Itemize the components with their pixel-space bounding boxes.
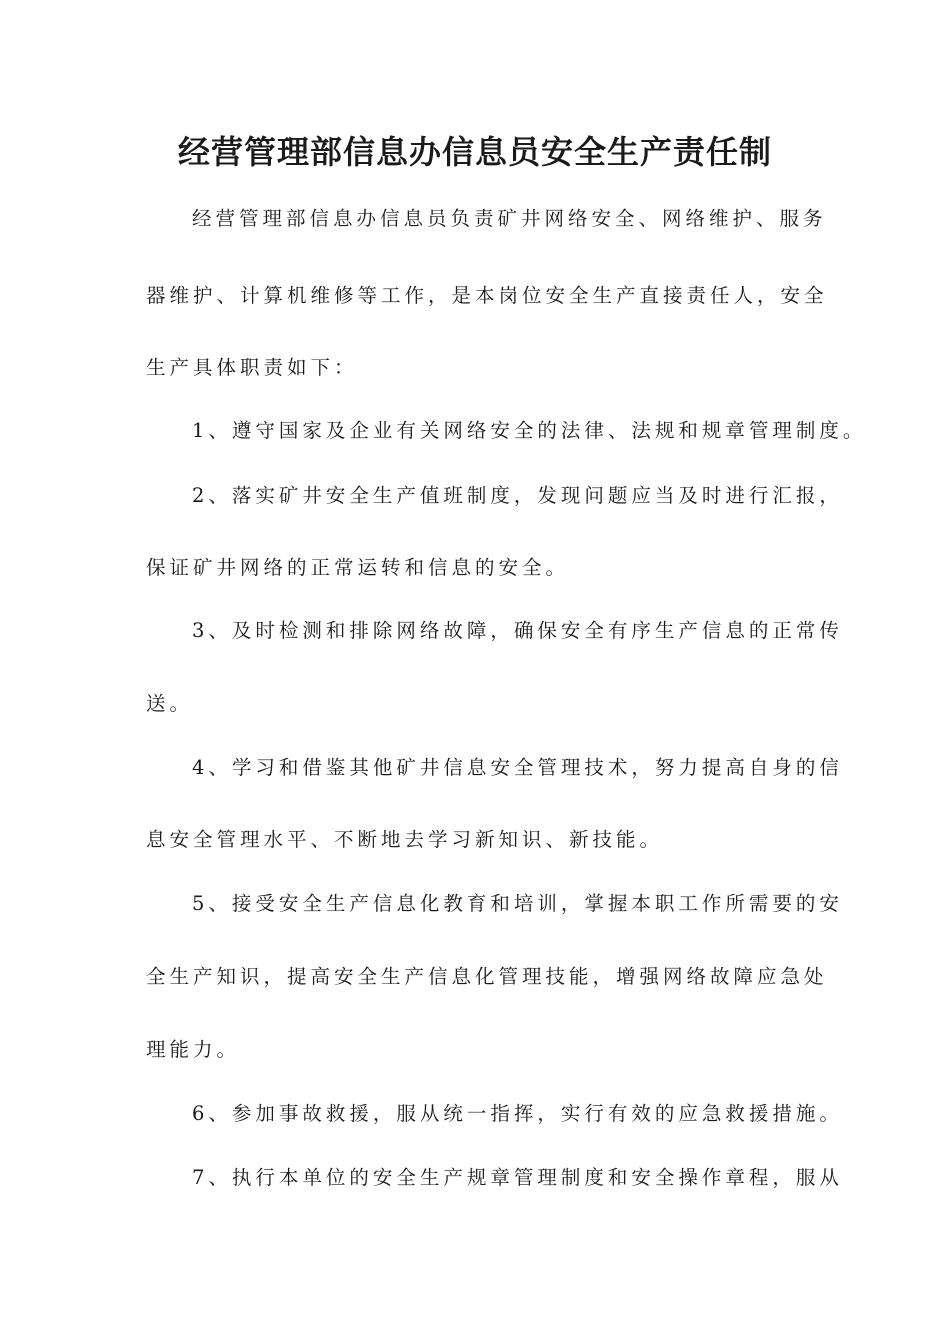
paragraph-line: 生产具体职责如下：	[146, 356, 358, 379]
list-item-7: 7、执行本单位的安全生产规章管理制度和安全操作章程，服从	[192, 1166, 843, 1189]
list-item-1: 1、遵守国家及企业有关网络安全的法律、法规和规章管理制度。	[192, 419, 867, 442]
list-item-4-continuation: 息安全管理水平、不断地去学习新知识、新技能。	[146, 828, 664, 851]
list-item-5-continuation: 理能力。	[146, 1038, 241, 1061]
list-item-3-continuation: 送。	[146, 692, 194, 715]
list-item-2-continuation: 保证矿井网络的正常运转和信息的安全。	[146, 556, 570, 579]
list-item-5-continuation: 全生产知识，提高安全生产信息化管理技能，增强网络故障应急处	[146, 965, 828, 988]
list-item-3: 3、及时检测和排除网络故障，确保安全有序生产信息的正常传	[192, 619, 843, 642]
list-item-6: 6、参加事故救援，服从统一指挥，实行有效的应急救援措施。	[192, 1102, 843, 1125]
list-item-5: 5、接受安全生产信息化教育和培训，掌握本职工作所需要的安	[192, 892, 843, 915]
document-title: 经营管理部信息办信息员安全生产责任制	[177, 133, 772, 171]
list-item-2: 2、落实矿井安全生产值班制度，发现问题应当及时进行汇报，	[192, 484, 843, 507]
list-item-4: 4、学习和借鉴其他矿井信息安全管理技术，努力提高自身的信	[192, 756, 843, 779]
paragraph-line: 器维护、计算机维修等工作，是本岗位安全生产直接责任人，安全	[146, 284, 828, 307]
paragraph-line: 经营管理部信息办信息员负责矿井网络安全、网络维护、服务	[192, 207, 827, 230]
